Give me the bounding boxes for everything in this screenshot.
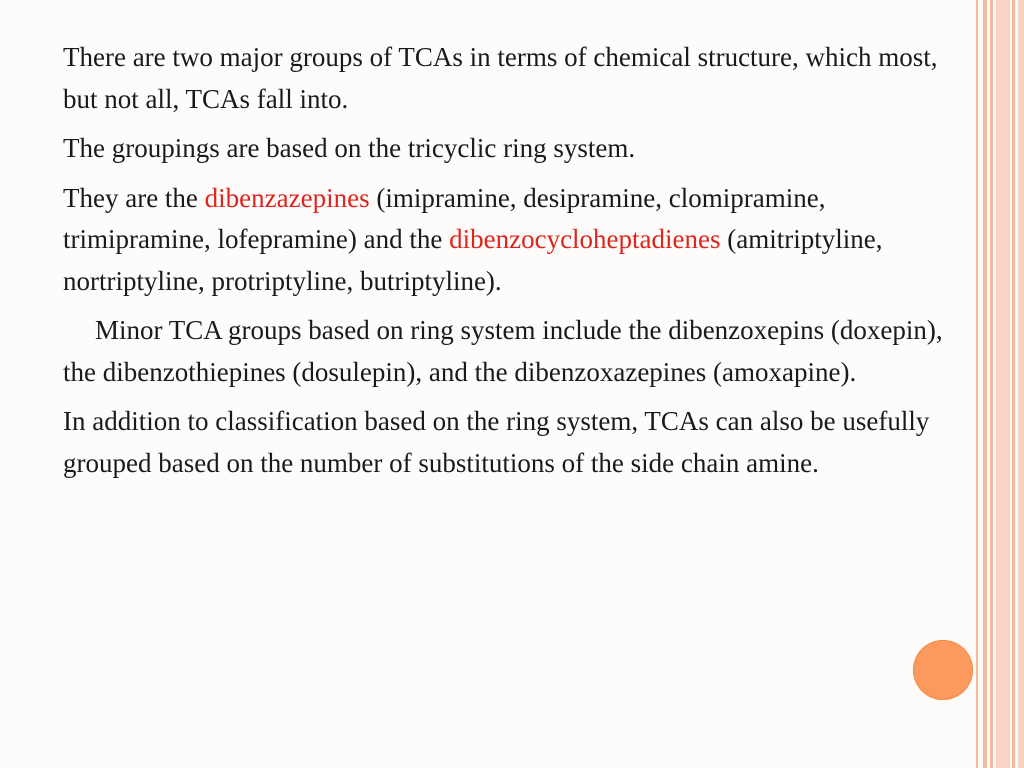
decorative-stripe [996,0,1010,768]
text-mid: (imipramine, desipramine, clomipramine, trimipramine, lofepramine) and the [63,182,826,254]
term-dibenzazepines: dibenzazepines [204,182,370,213]
paragraph-substitutions: In addition to classification based on the ring system, TCAs can also be usefully grouped based on the number of substitutions of the side chain amine. [63,406,930,478]
slide-body [63,37,953,492]
decorative-stripe [976,0,978,768]
paragraph-minor-groups: Minor TCA groups based on ring system include the dibenzoxepins (doxepin), the dibenzothiepines (dosulepin), and the dibenzoxazepines (amoxapine). [63,315,943,387]
paragraph-major-groups: There are two major groups of TCAs in terms of chemical structure, which most, but not all, TCAs fall into. [63,42,938,114]
decorative-stripe [990,0,993,768]
decorative-stripe [1012,0,1015,768]
paragraph-groupings: The groupings are based on the tricyclic ring system. [63,133,636,163]
text-tail: (amitriptyline, nortriptyline, protriptyline, butriptyline). [63,224,883,296]
term-dibenzocycloheptadienes: dibenzocycloheptadienes [449,224,721,254]
decorative-stripe [983,0,987,768]
text-lead: They are the [63,182,205,213]
decorative-orb-icon [913,640,973,700]
paragraph-group-list [63,178,953,303]
decorative-stripe [1018,0,1024,768]
